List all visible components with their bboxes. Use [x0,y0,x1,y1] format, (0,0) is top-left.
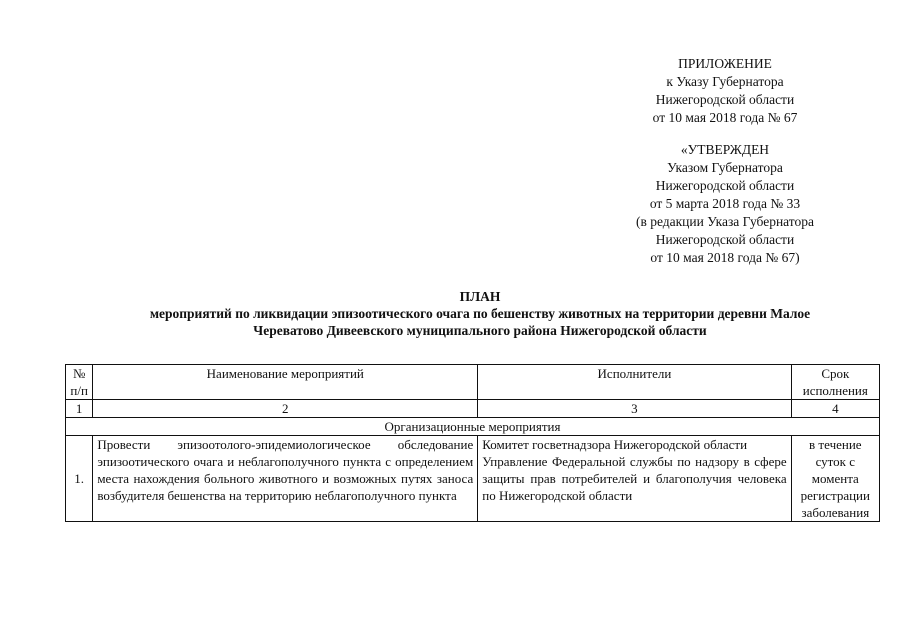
plan-subtitle-line-2: Череватово Дивеевского муниципального района Нижегородской области [253,323,707,338]
row-name: Провести эпизоотолого-эпидемиологическое обследование эпизоотического очага и неблагополучного пункта с определением места нахождения больного животного и возможных путях заноса возбудителя бешенства на территорию неблагополучного пункта [93,436,478,522]
appendix-line: ПРИЛОЖЕНИЕ [678,56,772,71]
approved-line: от 5 марта 2018 года № 33 [649,196,801,211]
row-number: 1. [66,436,93,522]
approved-line: Нижегородской области [655,178,795,193]
column-number: 3 [478,400,791,418]
approved-block [620,141,830,267]
executor: Комитет госветнадзора Нижегородской области [482,437,748,452]
appendix-line: к Указу Губернатора [666,74,784,89]
plan-heading [60,288,900,339]
approved-line: «УТВЕРЖДЕН [680,142,770,157]
executor: Управление Федеральной службы по надзору в сфере защиты прав потребителей и благополучия человека по Нижегородской области [482,454,787,503]
column-number: 4 [791,400,879,418]
approved-line: Нижегородской области [655,232,795,247]
appendix-block [640,55,810,127]
row-executors [478,436,791,522]
header-term: Срок исполнения [791,365,879,400]
row-term: в течение суток с момента регистрации заболевания [791,436,879,522]
section-title: Организационные мероприятия [66,418,880,436]
column-number: 1 [66,400,93,418]
approved-line: Указом Губернатора [667,160,783,175]
section-row [66,418,880,436]
appendix-line: от 10 мая 2018 года № 67 [652,110,798,125]
approved-line: от 10 мая 2018 года № 67) [650,250,800,265]
column-number: 2 [93,400,478,418]
header-name: Наименование мероприятий [93,365,478,400]
header-no: № п/п [66,365,93,400]
approved-line: (в редакции Указа Губернатора [635,214,815,229]
plan-table [65,364,880,522]
appendix-line: Нижегородской области [655,92,795,107]
column-number-row [66,400,880,418]
table-header-row [66,365,880,400]
table-row [66,436,880,522]
plan-title: ПЛАН [459,289,501,304]
plan-subtitle-line-1: мероприятий по ликвидации эпизоотического очага по бешенству животных на территории деревни Малое [149,306,811,321]
header-executors: Исполнители [478,365,791,400]
